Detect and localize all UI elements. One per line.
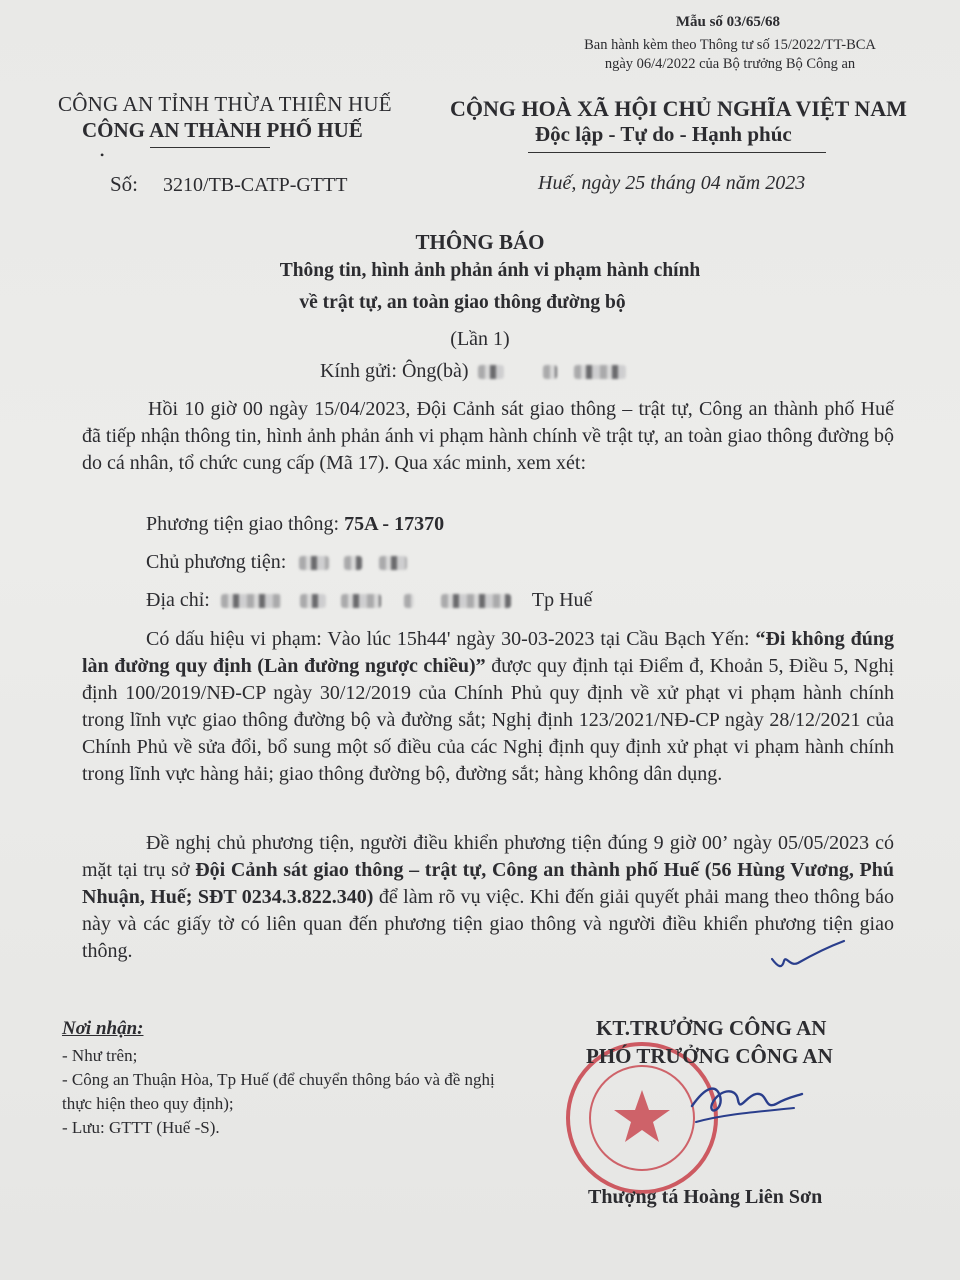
recipient-item: - Như trên; — [62, 1046, 138, 1065]
redacted-text — [344, 556, 362, 570]
recipient-item: - Công an Thuận Hòa, Tp Huế (để chuyển thông báo và đề nghị thực hiện theo quy định); — [62, 1070, 495, 1113]
subtitle-line1: Thông tin, hình ảnh phản ánh vi phạm hành chính — [279, 260, 701, 281]
redacted-text — [441, 594, 511, 608]
recipient-line — [320, 360, 626, 383]
form-code: Mẫu số 03/65/68 — [675, 14, 780, 30]
initial-mark — [768, 935, 848, 975]
document-number — [110, 172, 347, 197]
place-date: Huế, ngày 25 tháng 04 năm 2023 — [538, 172, 806, 194]
signer-role-deputy: PHÓ TRƯỞNG CÔNG AN — [586, 1044, 833, 1068]
national-motto: Độc lập - Tự do - Hạnh phúc — [535, 122, 792, 146]
agency-name: CÔNG AN THÀNH PHỐ HUẾ — [82, 118, 363, 142]
agency-parent: CÔNG AN TỈNH THỪA THIÊN HUẾ — [58, 92, 392, 116]
signer-name: Thượng tá Hoàng Liên Sơn — [588, 1186, 823, 1208]
redacted-text — [543, 365, 557, 379]
redacted-text — [300, 594, 326, 608]
nation-name: CỘNG HOÀ XÃ HỘI CHỦ NGHĨA VIỆT NAM — [450, 96, 907, 121]
violation-paragraph — [82, 626, 894, 788]
violation-legal-basis: được quy định tại Điểm đ, Khoản 5, Điều 5, Nghị định 100/2019/NĐ-CP ngày 30/12/2019 của Chính Phủ quy định về xử phạt vi phạm hành chính trong lĩnh vực giao thông đường bộ và đường sắt; Nghị định 123/2021/NĐ-CP ngày 28/12/2021 của Chính Phủ về sửa đổi, bổ sung một số điều của các Nghị định quy định xử phạt vi phạm hành chính trong lĩnh vực hàng hải; giao thông đường bộ, đường sắt; hàng không dân dụng. — [82, 655, 895, 785]
vehicle-plate: 75A - 17370 — [344, 513, 445, 535]
owner-label: Chủ phương tiện: — [146, 551, 287, 573]
address-city: Tp Huế — [531, 589, 593, 611]
intro-paragraph: Hồi 10 giờ 00 ngày 15/04/2023, Đội Cảnh sát giao thông – trật tự, Công an thành phố Huế đã tiếp nhận thông tin, hình ảnh phản ánh vi phạm hành chính về trật tự, an toàn giao thông đường bộ do cá nhân, tổ chức cung cấp (Mã 17). Qua xác minh, xem xét: — [82, 398, 894, 474]
attempt-number: (Lần 1) — [450, 328, 510, 350]
recipients-title: Nơi nhận: — [62, 1018, 144, 1039]
request-location: Đội Cảnh sát giao thông – trật tự, Công an thành phố Huế (56 Hùng Vương, Phú Nhuận, Huế; SĐT 0234.3.822.340) — [82, 859, 895, 908]
request-start: Đề nghị chủ phương tiện, người điều khiển phương tiện đúng 9 giờ 00’ ngày 05/05/2023 có mặt tại trụ sở — [82, 832, 894, 881]
subtitle-line2: về trật tự, an toàn giao thông đường bộ — [299, 292, 626, 313]
recipient-label: Kính gửi: Ông(bà) — [320, 360, 469, 382]
signer-role-primary: KT.TRƯỞNG CÔNG AN — [596, 1016, 827, 1040]
motto-underline — [528, 152, 826, 153]
redacted-text — [299, 556, 329, 570]
doc-number-value: 3210/TB-CATP-GTTT — [163, 174, 348, 196]
handwritten-signature — [686, 1066, 806, 1136]
request-end: để làm rõ vụ việc. Khi đến giải quyết phải mang theo thông báo này và các giấy tờ có liên quan đến phương tiện giao thông và người điều khiển phương tiện giao thông. — [82, 886, 895, 962]
redacted-text — [379, 556, 407, 570]
document-title: THÔNG BÁO — [415, 230, 545, 254]
address-label: Địa chỉ: — [146, 589, 210, 611]
redacted-text — [574, 365, 626, 379]
form-ref-line2: ngày 06/4/2022 của Bộ trưởng Bộ Công an — [604, 56, 856, 72]
address-field — [146, 589, 592, 612]
dot-mark: • — [100, 148, 105, 162]
owner-field — [146, 551, 407, 574]
recipient-item: - Lưu: GTTT (Huế -S). — [62, 1118, 220, 1137]
agency-underline — [150, 147, 270, 148]
redacted-text — [404, 594, 414, 608]
redacted-text — [341, 594, 381, 608]
vehicle-field — [146, 513, 444, 536]
violation-description: “Đi không đúng làn đường quy định (Làn đường ngược chiều)” — [82, 628, 894, 677]
doc-number-label: Số: — [110, 172, 139, 196]
redacted-text — [478, 365, 504, 379]
form-reference — [560, 36, 900, 74]
form-ref-line1: Ban hành kèm theo Thông tư số 15/2022/TT-BCA — [584, 37, 876, 53]
violation-intro: Có dấu hiệu vi phạm: Vào lúc 15h44' ngày 30-03-2023 tại Cầu Bạch Yến: — [146, 628, 750, 650]
vehicle-label: Phương tiện giao thông: — [146, 513, 340, 535]
redacted-text — [221, 594, 281, 608]
